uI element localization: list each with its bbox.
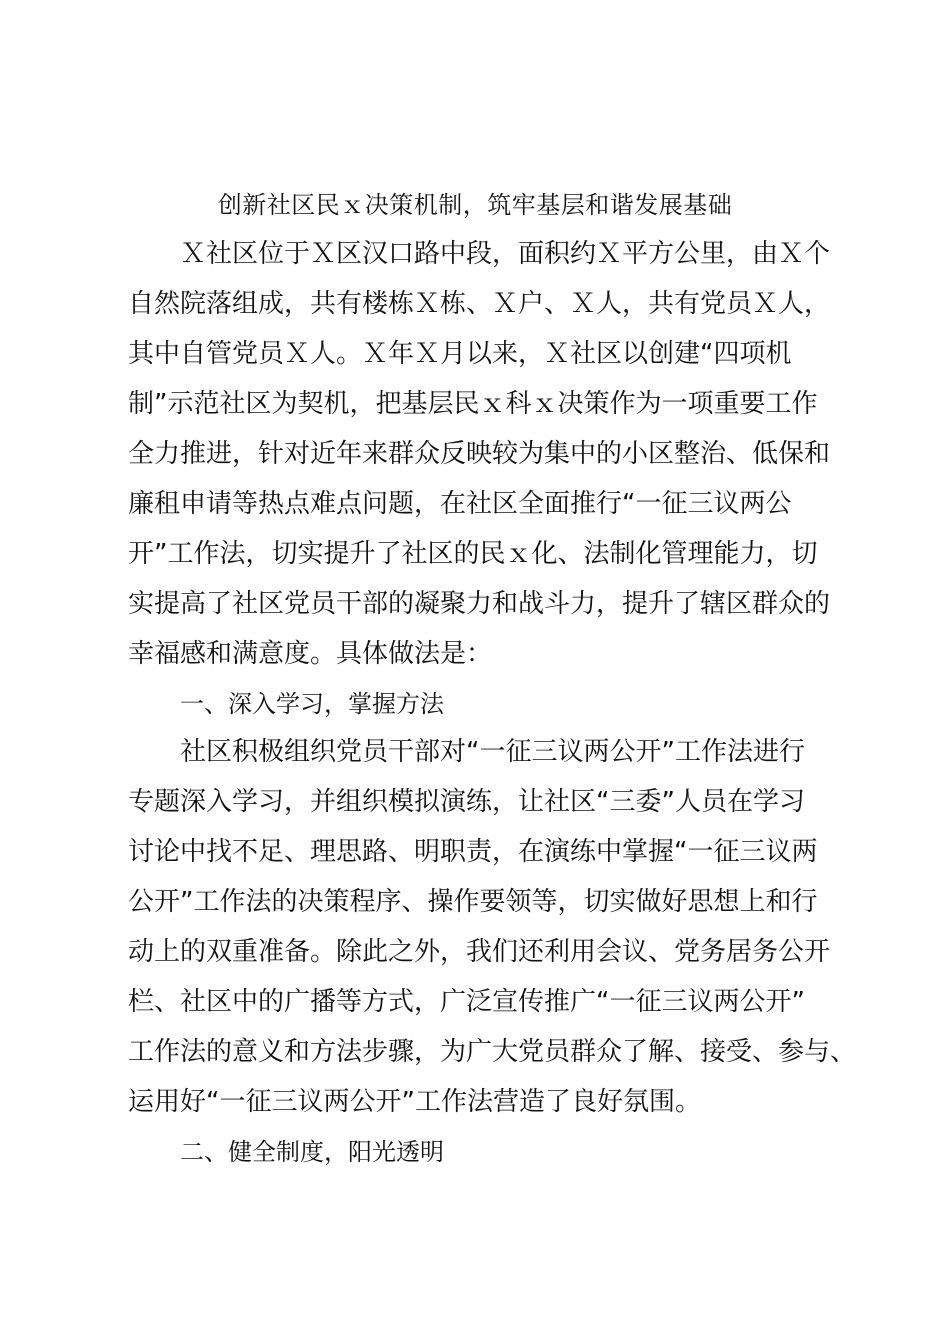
paragraph-line: 廉租申请等热点难点问题，在社区全面推行“一征三议两公 (128, 489, 792, 519)
paragraph-line: 专题深入学习，并组织模拟演练，让社区“三委”人员在学习 (128, 787, 805, 817)
paragraph-line: 栏、社区中的广播等方式，广泛宣传推广“一征三议两公开” (128, 987, 805, 1017)
section-heading-1: 一、深入学习，掌握方法 (180, 690, 444, 718)
paragraph-line: Ｘ社区位于Ｘ区汉口路中段，面积约Ｘ平方公里，由Ｘ个 (180, 239, 831, 269)
paragraph-line: 工作法的意义和方法步骤，为广大党员群众了解、接受、参与、 (128, 1037, 857, 1067)
paragraph-line: 实提高了社区党员干部的凝聚力和战斗力，提升了辖区群众的 (128, 589, 831, 619)
paragraph-line: 公开”工作法的决策程序、操作要领等，切实做好思想上和行 (128, 887, 818, 917)
paragraph-line: 讨论中找不足、理思路、明职责，在演练中掌握“一征三议两 (128, 837, 818, 867)
paragraph-line: 其中自管党员Ｘ人。Ｘ年Ｘ月以来，Ｘ社区以创建“四项机 (128, 339, 792, 369)
paragraph-line: 运用好“一征三议两公开”工作法营造了良好氛围。 (128, 1087, 701, 1117)
paragraph-line: 自然院落组成，共有楼栋Ｘ栋、Ｘ户、Ｘ人，共有党员Ｘ人， (128, 289, 831, 319)
paragraph-line: 社区积极组织党员干部对“一征三议两公开”工作法进行 (180, 737, 805, 767)
paragraph-line: 幸福感和满意度。具体做法是： (128, 639, 493, 669)
paragraph-line: 制”示范社区为契机，把基层民ｘ科ｘ决策作为一项重要工作 (128, 389, 818, 419)
paragraph-line: 全力推进，针对近年来群众反映较为集中的小区整治、低保和 (128, 439, 831, 469)
paragraph-line: 动上的双重准备。除此之外，我们还利用会议、党务居务公开 (128, 937, 831, 967)
document-title: 创新社区民ｘ决策机制，筑牢基层和谐发展基础 (217, 191, 733, 219)
paragraph-line: 开”工作法，切实提升了社区的民ｘ化、法制化管理能力，切 (128, 539, 818, 569)
section-heading-2: 二、健全制度，阳光透明 (180, 1138, 444, 1166)
